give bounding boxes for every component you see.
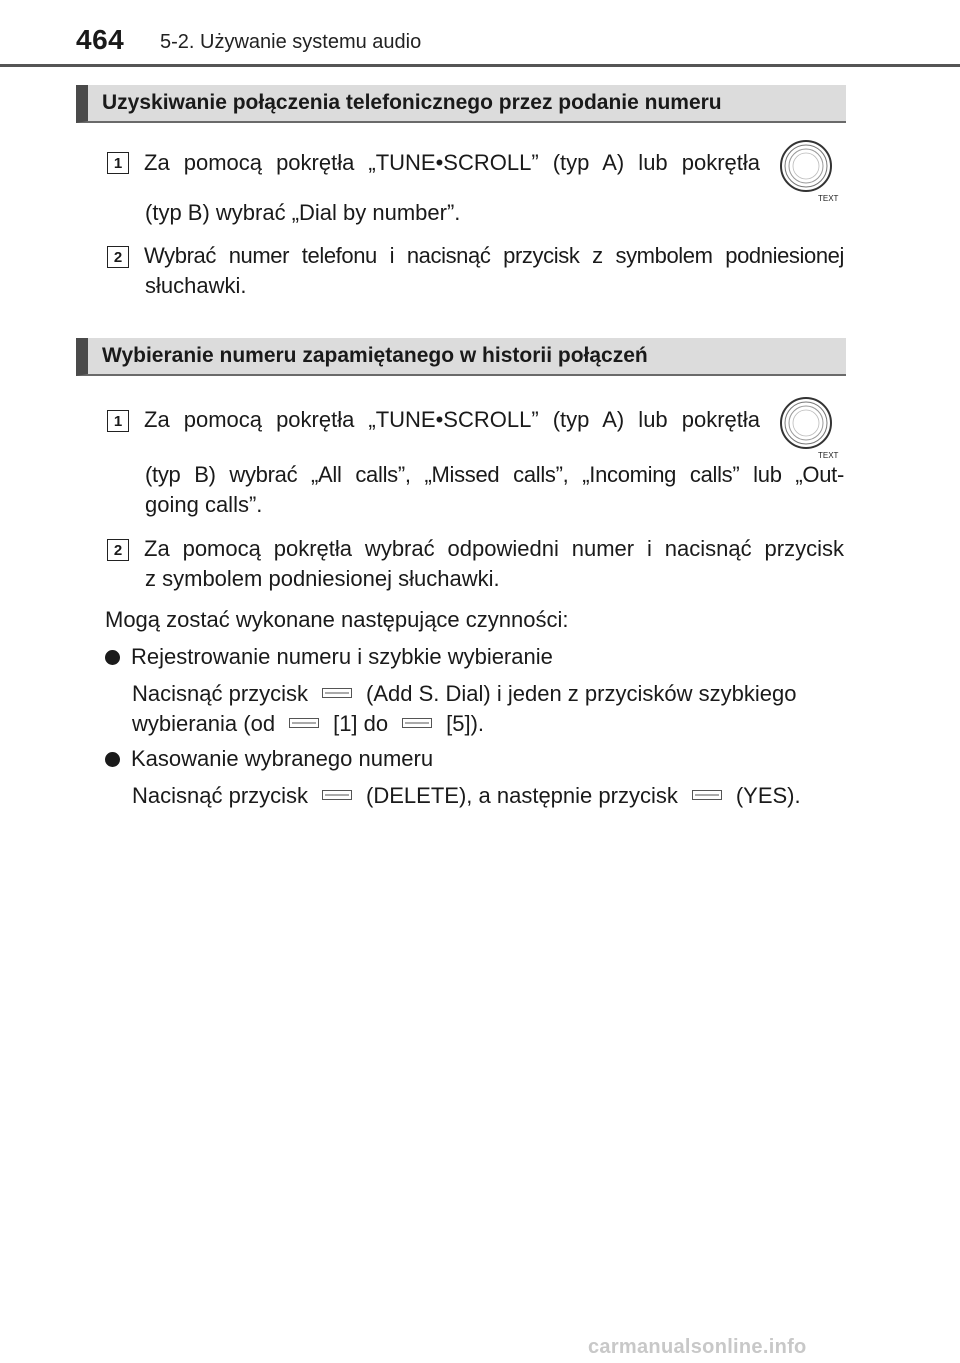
- tune-scroll-knob-icon: [778, 136, 840, 204]
- bullet-icon: [105, 752, 120, 767]
- step-number-2: 2: [107, 246, 129, 268]
- instruction-line: [132, 781, 801, 811]
- bullet-title: Rejestrowanie numeru i szybkie wybieranie: [131, 644, 553, 669]
- step-text: going calls”.: [145, 492, 263, 517]
- instruction-text: (Add S. Dial) i jeden z przycisków szybkiego: [366, 681, 797, 706]
- header-divider: [0, 64, 960, 67]
- soft-button-icon: [692, 790, 722, 800]
- step-text: (typ B) wybrać „All calls”, „Missed calls”, „Incoming calls” lub „Out-: [145, 462, 844, 487]
- instruction-text: Nacisnąć przycisk: [132, 783, 309, 808]
- section-heading-dial-by-number: [76, 85, 846, 123]
- bullet-item: [105, 642, 553, 672]
- bullet-item: [105, 744, 433, 774]
- watermark: carmanualsonline.info: [588, 1336, 807, 1358]
- step-number-2: 2: [107, 539, 129, 561]
- soft-button-icon: [402, 718, 432, 728]
- bullet-icon: [105, 650, 120, 665]
- page-header: [0, 0, 960, 66]
- step-text: z symbolem podniesionej słuchawki.: [145, 566, 500, 591]
- step-number-1: 1: [107, 152, 129, 174]
- operations-intro: Mogą zostać wykonane następujące czynności:: [105, 607, 569, 632]
- soft-button-icon: [322, 790, 352, 800]
- soft-button-icon: [289, 718, 319, 728]
- step-text: (typ B) wybrać „Dial by number”.: [145, 200, 461, 225]
- page-number: 464: [76, 24, 125, 55]
- instruction-text: [1] do: [333, 711, 389, 736]
- knob-label: TEXT: [818, 194, 839, 203]
- section-title: Uzyskiwanie połączenia telefonicznego przez podanie numeru: [102, 91, 722, 114]
- step-text: słuchawki.: [145, 273, 247, 298]
- tune-scroll-knob-icon: [778, 393, 840, 461]
- soft-button-icon: [322, 688, 352, 698]
- instruction-text: wybierania (od: [132, 711, 276, 736]
- step-text: Za pomocą pokrętła wybrać odpowiedni numer i nacisnąć przycisk: [144, 536, 844, 561]
- instruction-text: (DELETE), a następnie przycisk: [366, 783, 678, 808]
- step-text: Za pomocą pokrętła „TUNE•SCROLL” (typ A) lub pokrętła: [144, 407, 760, 432]
- instruction-line: [132, 709, 484, 739]
- section-title: Wybieranie numeru zapamiętanego w historii połączeń: [102, 344, 648, 367]
- chapter-title: 5-2. Używanie systemu audio: [160, 31, 422, 53]
- step-number-1: 1: [107, 410, 129, 432]
- knob-label: TEXT: [818, 451, 839, 460]
- bullet-title: Kasowanie wybranego numeru: [131, 746, 434, 771]
- instruction-text: (YES).: [735, 783, 801, 808]
- instruction-text: Nacisnąć przycisk: [132, 681, 309, 706]
- step-text: Za pomocą pokrętła „TUNE•SCROLL” (typ A) lub pokrętła: [144, 150, 760, 175]
- step-text: Wybrać numer telefonu i nacisnąć przycisk z symbolem podniesionej: [144, 243, 844, 268]
- section-heading-call-history: [76, 338, 846, 376]
- instruction-text: [5]).: [446, 711, 485, 736]
- instruction-line: [132, 679, 844, 709]
